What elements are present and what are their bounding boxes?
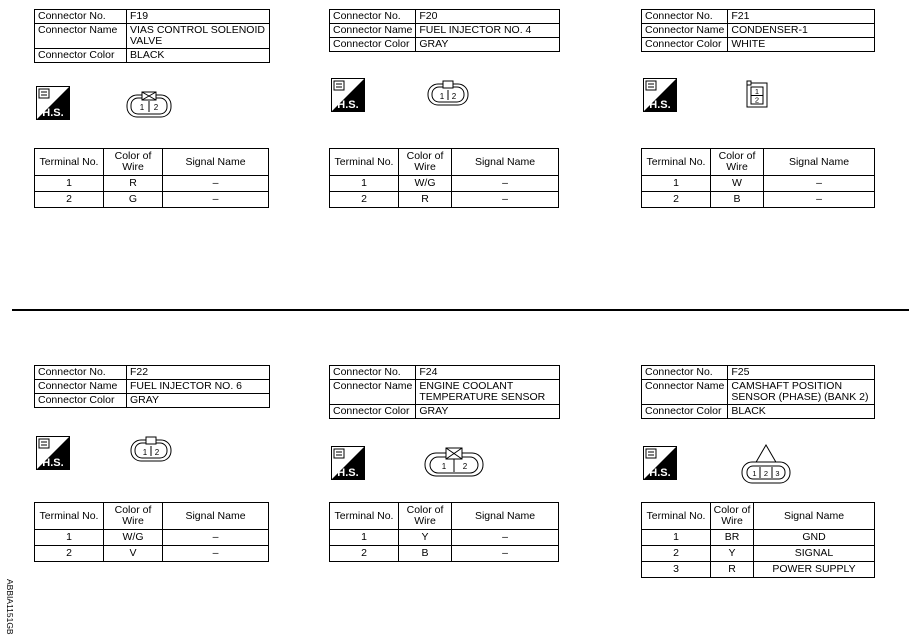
terminal-no-header: Terminal No.: [330, 149, 399, 176]
hs-text: H.S.: [42, 107, 64, 119]
connector-no-value: F25: [728, 366, 875, 380]
connector-color-value: GRAY: [127, 394, 270, 408]
name-line: VIAS CONTROL SOLENOID: [130, 24, 265, 36]
pin-label: 2: [153, 103, 159, 112]
connector-f21-terminal-table: [641, 148, 875, 208]
connector-no-value: F21: [728, 10, 875, 24]
connector-color-value: BLACK: [728, 405, 875, 419]
color-of-wire-header: [711, 503, 754, 530]
terminal-cell: 1: [330, 176, 399, 192]
wire-cell: W/G: [104, 530, 163, 546]
connector-color-label: Connector Color: [35, 49, 127, 63]
pin-label: 2: [462, 462, 468, 471]
terminal-cell: 2: [35, 546, 104, 562]
connector-f24-info: [329, 365, 560, 419]
connector-face-icon: [130, 436, 172, 462]
section-divider: [12, 309, 909, 311]
color-of-wire-header: [399, 503, 452, 530]
name-line: SENSOR (PHASE) (BANK 2): [731, 391, 869, 403]
terminal-cell: 1: [35, 176, 104, 192]
table-row: [35, 192, 269, 208]
hs-harness-side-icon: [36, 436, 70, 470]
header-line: Color of: [713, 504, 751, 516]
signal-cell: SIGNAL: [754, 546, 875, 562]
terminal-no-header: Terminal No.: [330, 503, 399, 530]
connector-no-label: Connector No.: [35, 10, 127, 24]
wire-cell: V: [104, 546, 163, 562]
signal-cell: GND: [754, 530, 875, 546]
terminal-cell: 1: [642, 530, 711, 546]
table-row: [642, 562, 875, 578]
connector-name-value: FUEL INJECTOR NO. 6: [127, 380, 270, 394]
connector-f22-info: [34, 365, 270, 408]
header-line: Wire: [122, 515, 144, 527]
connector-name-label: Connector Name: [642, 380, 728, 405]
connector-no-label: Connector No.: [35, 366, 127, 380]
color-of-wire-header: [104, 503, 163, 530]
pin-label: 1: [439, 92, 445, 101]
connector-name-label: Connector Name: [642, 24, 728, 38]
hs-harness-side-icon: [331, 446, 365, 480]
signal-cell: –: [452, 530, 559, 546]
connector-name-label: Connector Name: [330, 380, 416, 405]
terminal-no-header: Terminal No.: [35, 503, 104, 530]
wire-cell: B: [711, 192, 764, 208]
connector-name-label: Connector Name: [35, 380, 127, 394]
signal-name-header: Signal Name: [163, 149, 269, 176]
signal-cell: POWER SUPPLY: [754, 562, 875, 578]
connector-no-label: Connector No.: [330, 366, 416, 380]
drawing-code-text: ABBIA1151GB: [5, 579, 15, 635]
signal-name-header: Signal Name: [452, 503, 559, 530]
pin-label: 2: [754, 95, 760, 105]
terminal-cell: 2: [330, 546, 399, 562]
pin-label: 2: [763, 469, 769, 478]
hs-text: H.S.: [42, 457, 64, 469]
pin-label: 1: [752, 469, 757, 478]
hs-text: H.S.: [337, 99, 359, 111]
terminal-no-header: Terminal No.: [642, 149, 711, 176]
table-row: [642, 530, 875, 546]
terminal-cell: 1: [35, 530, 104, 546]
header-line: Color of: [718, 150, 756, 162]
signal-cell: –: [163, 530, 269, 546]
table-row: [642, 546, 875, 562]
table-row: [35, 546, 269, 562]
terminal-cell: 2: [642, 192, 711, 208]
signal-name-header: Signal Name: [163, 503, 269, 530]
signal-name-header: Signal Name: [754, 503, 875, 530]
pin-label: 1: [441, 462, 447, 471]
connector-color-value: GRAY: [416, 38, 560, 52]
pin-label: 2: [154, 448, 160, 457]
connector-f19-terminal-table: [34, 148, 269, 208]
terminal-no-header: Terminal No.: [35, 149, 104, 176]
table-row: [330, 176, 559, 192]
signal-cell: –: [163, 176, 269, 192]
name-line: TEMPERATURE SENSOR: [419, 391, 546, 403]
header-line: Wire: [414, 515, 436, 527]
color-of-wire-header: [399, 149, 452, 176]
connector-color-label: Connector Color: [330, 38, 416, 52]
connector-face-icon: [126, 90, 172, 118]
wire-cell: R: [711, 562, 754, 578]
connector-no-value: F22: [127, 366, 270, 380]
header-line: Color of: [406, 150, 444, 162]
connector-no-value: F20: [416, 10, 560, 24]
hs-harness-side-icon: [643, 446, 677, 480]
connector-f21-info: [641, 9, 875, 52]
table-row: [330, 546, 559, 562]
terminal-cell: 3: [642, 562, 711, 578]
color-of-wire-header: [711, 149, 764, 176]
name-line: VALVE: [130, 35, 163, 47]
connector-color-label: Connector Color: [35, 394, 127, 408]
connector-name-label: Connector Name: [330, 24, 416, 38]
wire-cell: Y: [711, 546, 754, 562]
connector-f20-info: [329, 9, 560, 52]
connector-f25-info: [641, 365, 875, 419]
connector-name-value: CONDENSER-1: [728, 24, 875, 38]
connector-color-value: GRAY: [416, 405, 560, 419]
header-line: Wire: [414, 161, 436, 173]
wire-cell: W/G: [399, 176, 452, 192]
terminal-cell: 1: [330, 530, 399, 546]
signal-cell: –: [452, 192, 559, 208]
signal-name-header: Signal Name: [452, 149, 559, 176]
pin-label: 2: [451, 92, 457, 101]
connector-color-label: Connector Color: [642, 38, 728, 52]
connector-name-value: FUEL INJECTOR NO. 4: [416, 24, 560, 38]
table-row: [35, 530, 269, 546]
connector-no-label: Connector No.: [642, 10, 728, 24]
signal-cell: –: [764, 176, 875, 192]
header-line: Color of: [114, 150, 152, 162]
signal-cell: –: [452, 176, 559, 192]
connector-color-label: Connector Color: [330, 405, 416, 419]
header-line: Color of: [114, 504, 152, 516]
connector-face-icon: [746, 80, 768, 108]
connector-no-label: Connector No.: [330, 10, 416, 24]
terminal-cell: 2: [642, 546, 711, 562]
color-of-wire-header: [104, 149, 163, 176]
connector-f22-terminal-table: [34, 502, 269, 562]
table-row: [330, 192, 559, 208]
connector-color-label: Connector Color: [642, 405, 728, 419]
connector-f20-terminal-table: [329, 148, 559, 208]
header-line: Wire: [726, 161, 748, 173]
wire-cell: R: [399, 192, 452, 208]
hs-text: H.S.: [649, 99, 671, 111]
connector-name-value: [728, 380, 875, 405]
connector-no-label: Connector No.: [642, 366, 728, 380]
connector-name-value: [127, 24, 270, 49]
signal-cell: –: [163, 546, 269, 562]
table-row: [35, 176, 269, 192]
connector-face-icon: [741, 444, 791, 484]
wire-cell: B: [399, 546, 452, 562]
signal-cell: –: [163, 192, 269, 208]
pin-label: 1: [754, 87, 760, 96]
signal-name-header: Signal Name: [764, 149, 875, 176]
wire-cell: BR: [711, 530, 754, 546]
wire-cell: G: [104, 192, 163, 208]
pin-label: 1: [139, 103, 145, 112]
name-line: CAMSHAFT POSITION: [731, 380, 843, 392]
terminal-cell: 2: [35, 192, 104, 208]
terminal-cell: 1: [642, 176, 711, 192]
connector-color-value: WHITE: [728, 38, 875, 52]
terminal-no-header: Terminal No.: [642, 503, 711, 530]
header-line: Wire: [721, 515, 743, 527]
drawing-code: [4, 579, 16, 635]
pin-label: 3: [775, 469, 780, 478]
hs-harness-side-icon: [643, 78, 677, 112]
hs-text: H.S.: [649, 467, 671, 479]
signal-cell: –: [764, 192, 875, 208]
hs-harness-side-icon: [36, 86, 70, 120]
hs-harness-side-icon: [331, 78, 365, 112]
header-line: Wire: [122, 161, 144, 173]
connector-f19-info: [34, 9, 270, 63]
terminal-cell: 2: [330, 192, 399, 208]
wire-cell: Y: [399, 530, 452, 546]
connector-name-label: Connector Name: [35, 24, 127, 49]
name-line: ENGINE COOLANT: [419, 380, 514, 392]
connector-face-icon: [427, 80, 469, 106]
signal-cell: –: [452, 546, 559, 562]
table-row: [642, 176, 875, 192]
pin-label: 1: [142, 448, 148, 457]
connector-color-value: BLACK: [127, 49, 270, 63]
connector-name-value: [416, 380, 560, 405]
connector-no-value: F24: [416, 366, 560, 380]
wire-cell: R: [104, 176, 163, 192]
header-line: Color of: [406, 504, 444, 516]
connector-face-icon: [424, 447, 484, 477]
hs-text: H.S.: [337, 467, 359, 479]
connector-no-value: F19: [127, 10, 270, 24]
table-row: [330, 530, 559, 546]
table-row: [642, 192, 875, 208]
connector-f25-terminal-table: [641, 502, 875, 578]
wire-cell: W: [711, 176, 764, 192]
connector-f24-terminal-table: [329, 502, 559, 562]
